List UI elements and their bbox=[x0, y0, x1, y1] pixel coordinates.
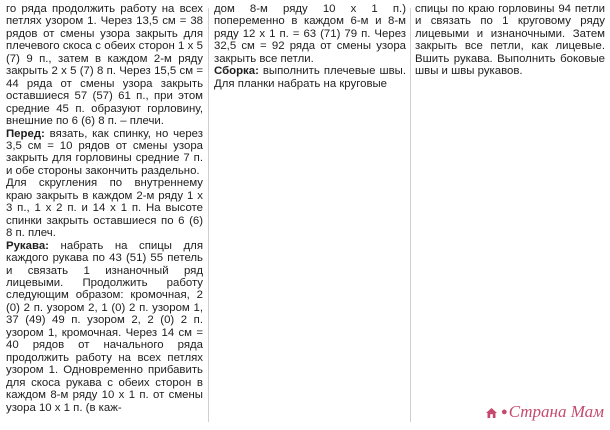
text-column-2 bbox=[214, 3, 406, 90]
column-divider-1 bbox=[208, 8, 209, 422]
paragraph bbox=[6, 128, 203, 178]
site-watermark bbox=[485, 402, 604, 422]
paragraph bbox=[214, 65, 406, 90]
paragraph-text: вязать, как спинку, но через 3,5 см = 10 рядов от смены узора закрыть для горловины средние 7 п. и обе стороны закончить раздельно. bbox=[6, 127, 203, 177]
paragraph bbox=[6, 3, 203, 128]
paragraph bbox=[6, 240, 203, 414]
paragraph bbox=[415, 3, 605, 78]
house-logo-icon bbox=[485, 406, 498, 419]
paragraph-text: спицы по краю горловины 94 петли и связать по 1 круговому ряду лицевыми и изнаночными. Затем закрыть все петли, как лицевые. Вшить рукава. Выполнить боковые швы и швы рукавов. bbox=[415, 3, 605, 78]
paragraph bbox=[214, 3, 406, 65]
watermark-dot: ● bbox=[501, 406, 508, 418]
section-heading: Сборка: bbox=[214, 65, 259, 78]
section-heading: Перед: bbox=[6, 127, 45, 140]
section-heading: Рукава: bbox=[6, 239, 49, 252]
paragraph bbox=[6, 177, 203, 239]
paragraph-text: набрать на спицы для каждого рукава по 43 (51) 55 петель и связать 1 изнаночный ряд лицевыми. Продолжить работу следующим образом: кромочная, 2 (0) 2 п. узором 2, 1 (0) 2 п. узором 1, 37 (49) 49 п. узором 2, 2 (0) 2 п. узором 1, кромочная. Через 14 см = 40 рядов от начального ряда продолжить работу на всех петлях узором 1. Одновременно прибавить для скоса рукава с обеих сторон в каждом 8-м ряду 10 х 1 п. от смены узора 10 х 1 п. (в каж- bbox=[6, 239, 203, 414]
column-divider-2 bbox=[410, 8, 411, 422]
paragraph-text: дом 8-м ряду 10 х 1 п.) попеременно в каждом 6-м и 8-м ряду 12 х 1 п. = 63 (71) 79 п. Через 32,5 см = 92 ряда от смены узора закрыть все петли. bbox=[214, 3, 406, 65]
text-column-3 bbox=[415, 3, 605, 78]
text-column-1 bbox=[6, 3, 203, 414]
paragraph-text: выполнить плечевые швы. Для планки набрать на круговые bbox=[214, 65, 406, 90]
paragraph-text: го ряда продолжить работу на всех петлях узором 1. Через 13,5 см = 38 рядов от смены узора закрыть для плечевого скоса с обеих сторон 1 х 5 (7) 9 п., затем в каждом 2-м ряду закрыть 2 х 5 (7) 8 п. Через 15,5 см = 44 ряда от смены узора закрыть оставшиеся 57 (57) 61 п., при этом средние 45 п. образуют горловину, внешние по 6 (6) 8 п. – плечи. bbox=[6, 3, 203, 128]
watermark-text: Страна Мам bbox=[508, 402, 604, 421]
paragraph-text: Для скругления по внутреннему краю закрыть в каждом 2-м ряду 1 х 3 п., 1 х 2 п. и 14 х 1 п. На высоте спинки закрыть оставшиеся по 6 (6) 8 п. плеч. bbox=[6, 177, 203, 240]
